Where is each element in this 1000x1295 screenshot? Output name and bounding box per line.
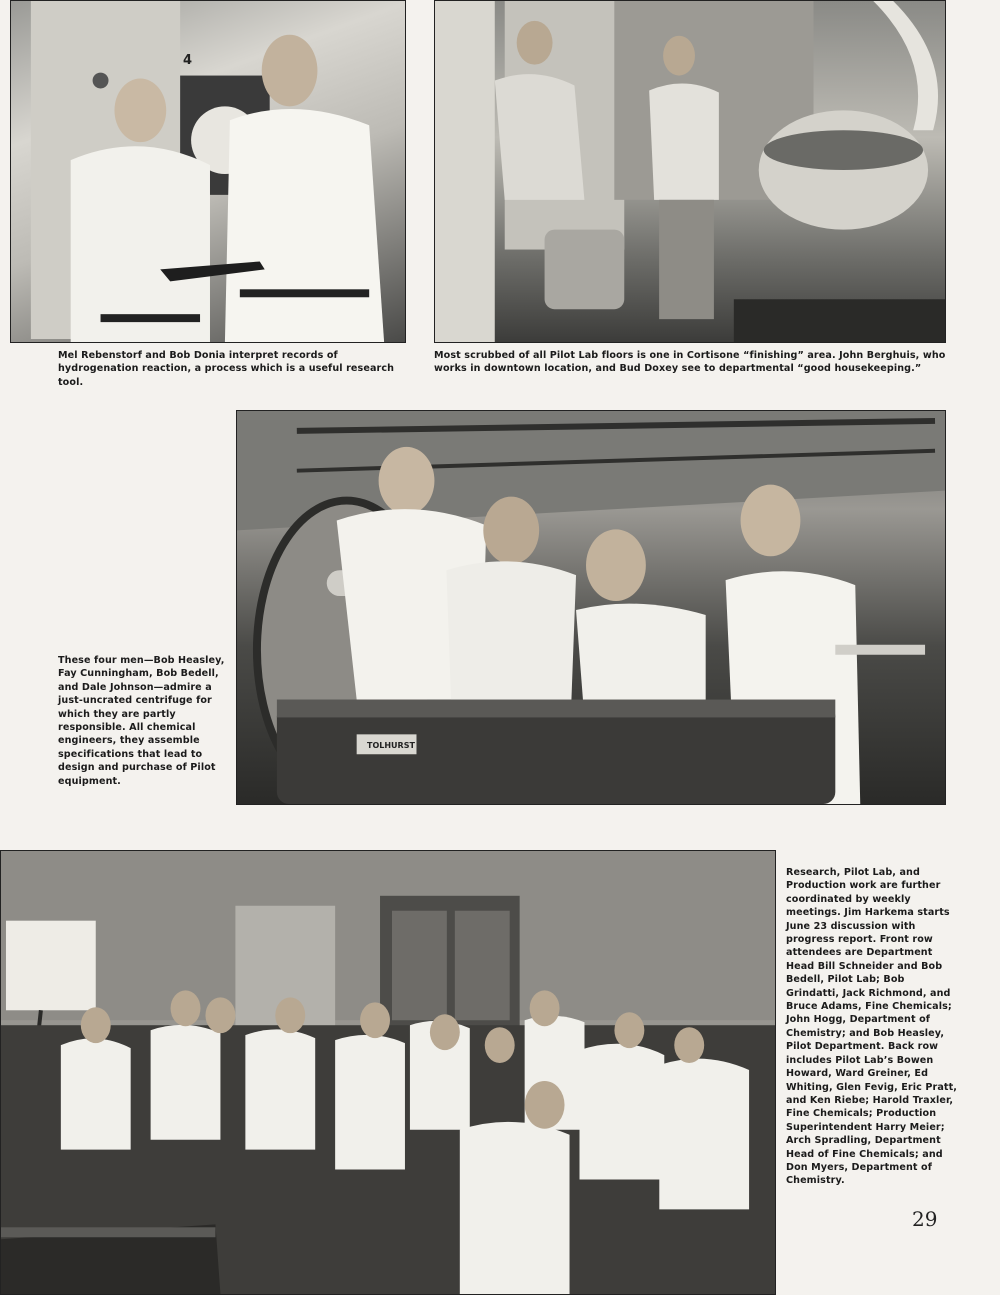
photo-cortisone-finishing xyxy=(434,0,946,343)
photo-centrifuge xyxy=(236,410,946,805)
page-number: 29 xyxy=(912,1207,938,1231)
caption-centrifuge: These four men—Bob Heasley, Fay Cunningham, Bob Bedell, and Dale Johnson—admire a just-uncrated centrifuge for which they are partly responsible. All chemical engineers, they assemble specifications that lead to design and purchase of Pilot equipment. xyxy=(58,655,225,787)
photo-weekly-meeting xyxy=(0,850,776,1295)
centrifuge-label: TOLHURST xyxy=(367,741,415,750)
photo-hydrogenation-records xyxy=(10,0,406,343)
panel-number: 4 xyxy=(183,53,193,68)
caption-meeting: Research, Pilot Lab, and Production work are further coordinated by weekly meetings. Jim Harkema starts June 23 discussion with progress report. Front row attendees are Department Head Bill Schneider and Bob Bedell, Pilot Lab; Bob Grindatti, Jack Richmond, and Bruce Adams, Fine Chemicals; John Hogg, Department of Chemistry; and Bob Heasley, Pilot Department. Back row includes Pilot Lab’s Bowen Howard, Ward Greiner, Ed Whiting, Glen Fevig, Eric Pratt, and Ken Riebe; Harold Traxler, Fine Chemicals; Production Superintendent Harry Meier; Arch Spradling, Department Head of Fine Chemicals; and Don Myers, Department of Chemistry. xyxy=(786,867,958,1187)
caption-cortisone: Most scrubbed of all Pilot Lab floors is one in Cortisone “finishing” area. John Berghuis, who works in downtown location, and Bud Doxey see to departmental “good housekeeping.” xyxy=(434,350,946,375)
caption-hydrogenation: Mel Rebenstorf and Bob Donia interpret records of hydrogenation reaction, a process which is a useful research tool. xyxy=(58,350,395,388)
